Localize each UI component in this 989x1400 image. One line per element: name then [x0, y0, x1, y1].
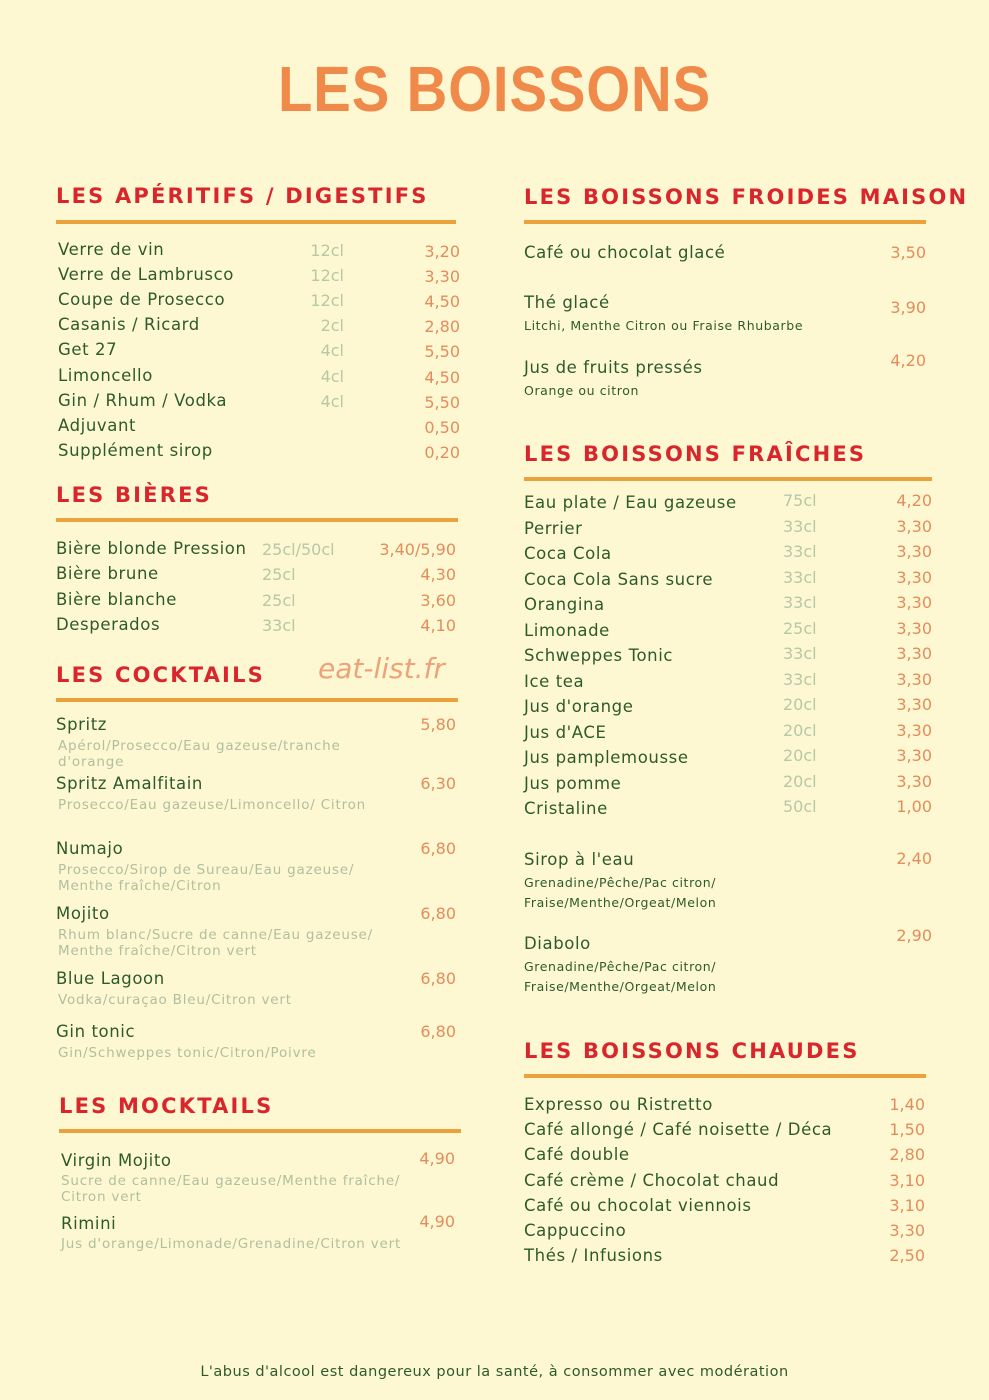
item-quantity: 20cl: [783, 771, 817, 791]
item-price: 3,30: [896, 669, 932, 689]
item-quantity: 25cl/50cl: [262, 540, 335, 559]
item-price: 2,40: [896, 849, 932, 868]
item-name: Rimini: [61, 1214, 117, 1233]
item-quantity: 25cl: [262, 590, 296, 610]
item-price: 3,30: [896, 618, 932, 638]
item-quantity: 75cl: [783, 491, 817, 510]
section-divider: [59, 1129, 461, 1133]
item-description: Vodka/curaçao Bleu/Citron vert: [58, 992, 292, 1008]
item-quantity: 50cl: [783, 797, 817, 816]
item-name: Verre de vin: [58, 240, 165, 259]
item-description: Prosecco/Sirop de Sureau/Eau gazeuse/ Menthe fraîche/Citron: [58, 862, 355, 894]
item-price: 3,60: [420, 590, 456, 610]
item-name: Jus d'orange: [524, 697, 634, 716]
item-name: Expresso ou Ristretto: [524, 1095, 713, 1114]
item-description: Apérol/Prosecco/Eau gazeuse/tranche d'orange: [58, 738, 341, 770]
item-price: 2,50: [889, 1246, 925, 1266]
section-title-aperitifs: LES APÉRITIFS / DIGESTIFS: [56, 184, 429, 208]
item-name: Verre de Lambrusco: [58, 265, 234, 285]
section-title-bieres: LES BIÈRES: [56, 483, 212, 507]
item-quantity: 33cl: [262, 615, 296, 635]
item-name: Café double: [524, 1145, 630, 1165]
item-price: 3,30: [889, 1221, 925, 1240]
item-name: Sirop à l'eau: [524, 850, 635, 869]
item-name: Jus pomme: [524, 773, 622, 793]
item-price: 0,20: [424, 442, 460, 462]
item-name: Limoncello: [58, 365, 153, 385]
item-name: Diabolo: [524, 934, 591, 953]
item-price: 5,50: [424, 342, 460, 362]
item-price: 5,50: [424, 392, 460, 412]
item-price: 2,80: [424, 317, 460, 337]
item-price: 3,30: [896, 695, 932, 714]
section-divider: [524, 1074, 926, 1078]
item-name: Orangina: [524, 595, 605, 614]
item-description: Fraise/Menthe/Orgeat/Melon: [524, 895, 717, 910]
item-price: 0,50: [424, 417, 460, 437]
item-price: 6,80: [420, 1022, 456, 1041]
item-price: 3,30: [896, 644, 932, 663]
footer-notice: L'abus d'alcool est dangereux pour la santé, à consommer avec modération: [200, 1364, 789, 1380]
item-price: 3,20: [424, 242, 460, 261]
item-name: Jus de fruits pressés: [524, 358, 703, 377]
item-description: Jus d'orange/Limonade/Grenadine/Citron vert: [61, 1236, 402, 1252]
watermark-text: eat-list.fr: [318, 652, 445, 685]
section-title-mocktails: LES MOCKTAILS: [59, 1094, 274, 1118]
item-price: 4,90: [419, 1212, 455, 1231]
item-quantity: 12cl: [310, 241, 344, 260]
item-price: 3,40/5,90: [379, 540, 456, 559]
item-name: Spritz Amalfitain: [56, 774, 203, 793]
item-quantity: 20cl: [783, 695, 817, 714]
item-quantity: 20cl: [783, 720, 817, 740]
item-description: Litchi, Menthe Citron ou Fraise Rhubarbe: [524, 318, 804, 333]
item-quantity: 20cl: [783, 746, 817, 765]
item-name: Cristaline: [524, 799, 608, 818]
item-quantity: 33cl: [783, 542, 817, 561]
item-name: Get 27: [58, 340, 118, 360]
item-price: 3,30: [424, 267, 460, 287]
item-price: 3,10: [889, 1195, 925, 1215]
section-title-chaudes: LES BOISSONS CHAUDES: [524, 1039, 860, 1063]
item-description: Prosecco/Eau gazeuse/Limoncello/ Citron: [58, 797, 367, 813]
section-title-fraiches: LES BOISSONS FRAÎCHES: [524, 442, 867, 466]
item-description: Gin/Schweppes tonic/Citron/Poivre: [58, 1045, 317, 1061]
item-name: Perrier: [524, 518, 583, 538]
section-divider: [56, 518, 458, 522]
item-name: Café ou chocolat glacé: [524, 243, 726, 262]
item-price: 3,30: [896, 720, 932, 740]
item-price: 2,90: [896, 926, 932, 945]
item-price: 4,10: [420, 615, 456, 635]
item-price: 3,30: [896, 771, 932, 791]
item-name: Desperados: [56, 614, 161, 634]
item-name: Adjuvant: [58, 415, 137, 435]
item-name: Casanis / Ricard: [58, 315, 200, 335]
item-description: Grenadine/Pêche/Pac citron/: [524, 959, 717, 974]
item-price: 6,80: [420, 839, 456, 858]
item-name: Coca Cola Sans sucre: [524, 569, 714, 589]
item-price: 3,90: [890, 298, 926, 317]
item-name: Coupe de Prosecco: [58, 290, 226, 310]
item-quantity: 4cl: [320, 366, 344, 386]
item-name: Mojito: [56, 904, 110, 923]
item-price: 6,30: [420, 774, 456, 793]
section-divider: [524, 220, 926, 224]
item-quantity: 2cl: [320, 316, 344, 336]
item-name: Cappuccino: [524, 1221, 627, 1240]
item-name: Virgin Mojito: [61, 1151, 172, 1170]
item-price: 5,80: [420, 715, 456, 734]
item-name: Ice tea: [524, 671, 585, 691]
item-name: Spritz: [56, 715, 108, 734]
item-price: 2,80: [889, 1145, 925, 1165]
item-name: Eau plate / Eau gazeuse: [524, 493, 737, 512]
item-quantity: 12cl: [310, 266, 344, 286]
item-price: 4,50: [424, 292, 460, 312]
item-price: 1,50: [889, 1120, 925, 1140]
item-quantity: 33cl: [783, 669, 817, 689]
section-divider: [524, 477, 932, 481]
item-price: 4,90: [419, 1149, 455, 1168]
menu-title: LES BOISSONS: [277, 53, 712, 125]
item-quantity: 4cl: [320, 341, 344, 361]
item-name: Supplément sirop: [58, 440, 213, 460]
item-price: 3,30: [896, 593, 932, 612]
item-name: Gin tonic: [56, 1022, 136, 1041]
item-quantity: 12cl: [310, 291, 344, 311]
item-quantity: 33cl: [783, 567, 817, 587]
item-name: Schweppes Tonic: [524, 646, 674, 665]
item-name: Bière brune: [56, 564, 159, 584]
item-name: Limonade: [524, 620, 610, 640]
item-quantity: 33cl: [783, 516, 817, 536]
item-name: Jus pamplemousse: [524, 748, 689, 767]
item-price: 4,20: [890, 351, 926, 370]
item-price: 6,80: [420, 904, 456, 923]
item-name: Blue Lagoon: [56, 969, 165, 988]
item-quantity: 33cl: [783, 593, 817, 612]
item-description: Rhum blanc/Sucre de canne/Eau gazeuse/ Menthe fraîche/Citron vert: [58, 927, 374, 959]
item-description: Sucre de canne/Eau gazeuse/Menthe fraîche/ Citron vert: [61, 1173, 401, 1205]
item-name: Thé glacé: [524, 293, 610, 312]
item-name: Gin / Rhum / Vodka: [58, 390, 228, 410]
item-name: Bière blonde Pression: [56, 539, 247, 558]
section-title-froides: LES BOISSONS FROIDES MAISON: [524, 185, 969, 209]
item-name: Coca Cola: [524, 544, 612, 563]
item-price: 4,20: [896, 491, 932, 510]
item-name: Bière blanche: [56, 589, 177, 609]
item-price: 3,30: [896, 567, 932, 587]
item-price: 3,50: [890, 243, 926, 262]
section-divider: [56, 698, 458, 702]
item-quantity: 4cl: [320, 391, 344, 411]
item-name: Thés / Infusions: [524, 1246, 663, 1266]
item-quantity: 25cl: [783, 618, 817, 638]
item-price: 1,00: [896, 797, 932, 816]
item-quantity: 25cl: [262, 565, 296, 585]
item-price: 6,80: [420, 969, 456, 988]
item-price: 3,30: [896, 746, 932, 765]
item-description: Grenadine/Pêche/Pac citron/: [524, 875, 717, 890]
item-name: Café ou chocolat viennois: [524, 1195, 752, 1215]
item-price: 3,30: [896, 542, 932, 561]
item-quantity: 33cl: [783, 644, 817, 663]
item-name: Jus d'ACE: [524, 722, 607, 742]
section-title-cocktails: LES COCKTAILS: [56, 663, 265, 687]
item-description: Orange ou citron: [524, 383, 639, 398]
item-name: Café allongé / Café noisette / Déca: [524, 1120, 833, 1140]
item-price: 4,50: [424, 367, 460, 387]
item-price: 1,40: [889, 1095, 925, 1114]
item-description: Fraise/Menthe/Orgeat/Melon: [524, 979, 717, 994]
item-price: 4,30: [420, 565, 456, 585]
item-name: Café crème / Chocolat chaud: [524, 1170, 780, 1190]
item-name: Numajo: [56, 839, 124, 858]
item-price: 3,30: [896, 516, 932, 536]
item-price: 3,10: [889, 1170, 925, 1190]
section-divider: [56, 220, 456, 224]
